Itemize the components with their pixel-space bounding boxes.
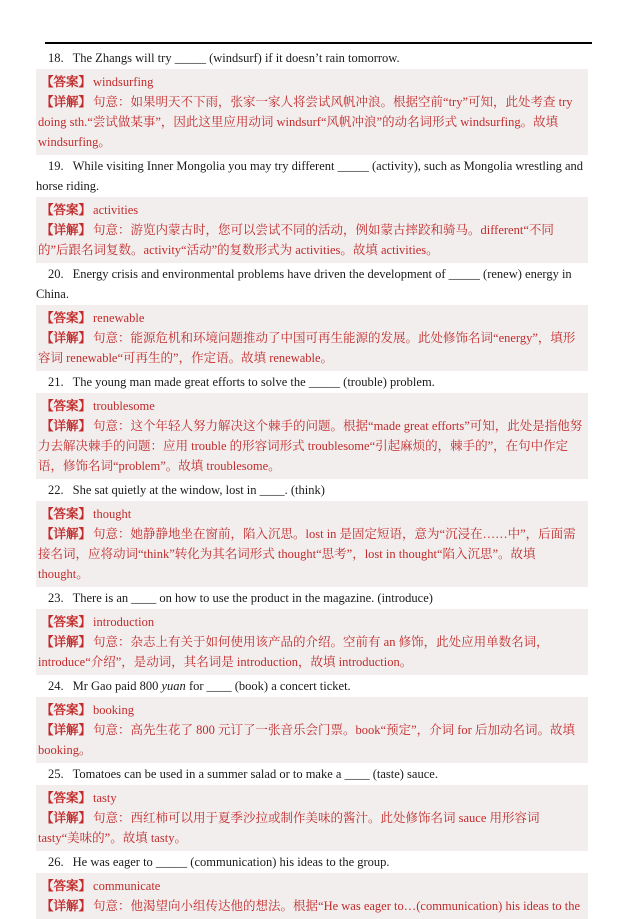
explanation-label: 【详解】 bbox=[41, 419, 92, 433]
question-text: Tomatoes can be used in a summer salad or to make a ____ (taste) sauce. bbox=[72, 767, 438, 781]
explanation-label: 【详解】 bbox=[41, 723, 92, 737]
explanation-text: 句意：能源危机和环境问题推动了中国可再生能源的发展。此处修饰名词“energy”，填形容词 renewable“可再生的”，作定语。故填 renewable。 bbox=[38, 331, 576, 365]
explanation-label: 【详解】 bbox=[41, 811, 92, 825]
answer-label: 【答案】 bbox=[41, 703, 92, 717]
explanation-label: 【详解】 bbox=[41, 635, 92, 649]
answer-label: 【答案】 bbox=[41, 791, 92, 805]
answer-explanation-block bbox=[36, 305, 588, 371]
answer-explanation-block bbox=[36, 393, 588, 479]
explanation-line bbox=[38, 896, 583, 916]
question-line bbox=[36, 264, 588, 304]
question-line bbox=[36, 480, 588, 500]
question-text: Energy crisis and environmental problems have driven the development of _____ (renew) energy in China. bbox=[36, 267, 572, 301]
question-text-post: for ____ (book) a concert ticket. bbox=[185, 679, 351, 693]
exercise-item-25 bbox=[36, 764, 588, 851]
exercise-item-18 bbox=[36, 48, 588, 155]
answer-label: 【答案】 bbox=[41, 399, 92, 413]
answer-label: 【答案】 bbox=[41, 311, 92, 325]
question-text: He was eager to _____ (communication) his ideas to the group. bbox=[72, 855, 390, 869]
answer-text: communicate bbox=[93, 879, 161, 893]
document-page bbox=[36, 42, 588, 919]
question-number: 25. bbox=[48, 767, 64, 781]
question-line bbox=[36, 764, 588, 784]
question-text: The Zhangs will try _____ (windsurf) if it doesn’t rain tomorrow. bbox=[72, 51, 400, 65]
explanation-text: 句意：这个年轻人努力解决这个棘手的问题。根据“made great efforts”可知，此处是指他努力去解决棘手的问题：应用 trouble 的形容词形式 troublesome“引起麻烦的，棘手的”，在句中作定语，修饰名词“problem”。故填 troublesome。 bbox=[38, 419, 583, 473]
explanation-line bbox=[38, 524, 583, 584]
question-number: 21. bbox=[48, 375, 64, 389]
question-line bbox=[36, 588, 588, 608]
question-number: 18. bbox=[48, 51, 64, 65]
question-number: 26. bbox=[48, 855, 64, 869]
explanation-line bbox=[38, 632, 583, 672]
question-line bbox=[36, 156, 588, 196]
question-text bbox=[73, 679, 351, 693]
answer-line bbox=[38, 308, 583, 328]
answer-explanation-block bbox=[36, 697, 588, 763]
explanation-line bbox=[38, 328, 583, 368]
question-text: While visiting Inner Mongolia you may try different _____ (activity), such as Mongolia wrestling and horse riding. bbox=[36, 159, 584, 193]
exercise-item-22 bbox=[36, 480, 588, 587]
answer-line bbox=[38, 876, 583, 896]
answer-line bbox=[38, 504, 583, 524]
question-line bbox=[36, 48, 588, 68]
question-number: 22. bbox=[48, 483, 64, 497]
explanation-text: 句意：高先生花了 800 元订了一张音乐会门票。book“预定”，介词 for 后加动名词。故填 booking。 bbox=[38, 723, 575, 757]
answer-label: 【答案】 bbox=[41, 75, 92, 89]
explanation-line bbox=[38, 720, 583, 760]
question-number: 19. bbox=[48, 159, 64, 173]
explanation-text: 句意：如果明天不下雨，张家一家人将尝试风帆冲浪。根据空前“try”可知，此处考查 try doing sth.“尝试做某事”，因此这里应用动词 windsurf“风帆冲浪”的动名词形式 windsurfing。故填 windsurfing。 bbox=[38, 95, 573, 149]
exercise-item-26 bbox=[36, 852, 588, 919]
question-text: There is an ____ on how to use the product in the magazine. (introduce) bbox=[72, 591, 433, 605]
question-line bbox=[36, 852, 588, 872]
answer-text: windsurfing bbox=[93, 75, 154, 89]
explanation-line bbox=[38, 92, 583, 152]
answer-explanation-block bbox=[36, 501, 588, 587]
question-number: 23. bbox=[48, 591, 64, 605]
answer-explanation-block bbox=[36, 785, 588, 851]
answer-label: 【答案】 bbox=[41, 615, 92, 629]
exercise-item-19 bbox=[36, 156, 588, 263]
answer-explanation-block bbox=[36, 609, 588, 675]
question-text-pre: Mr Gao paid 800 bbox=[72, 679, 162, 693]
answer-line bbox=[38, 396, 583, 416]
question-number: 20. bbox=[48, 267, 64, 281]
question-number: 24. bbox=[48, 679, 64, 693]
answer-text: troublesome bbox=[93, 399, 155, 413]
explanation-line bbox=[38, 808, 583, 848]
explanation-text: 句意：杂志上有关于如何使用该产品的介绍。空前有 an 修饰，此处应用单数名词，introduce“介绍”，是动词，其名词是 introduction，故填 introduction。 bbox=[38, 635, 549, 669]
explanation-text: 句意：西红柿可以用于夏季沙拉或制作美味的酱汁。此处修饰名词 sauce 用形容词 tasty“美味的”。故填 tasty。 bbox=[38, 811, 540, 845]
explanation-label: 【详解】 bbox=[41, 899, 92, 913]
answer-line bbox=[38, 700, 583, 720]
exercise-item-24 bbox=[36, 676, 588, 763]
answer-line bbox=[38, 612, 583, 632]
answer-text: booking bbox=[93, 703, 134, 717]
answer-line bbox=[38, 788, 583, 808]
answer-explanation-block bbox=[36, 69, 588, 155]
answer-text: renewable bbox=[93, 311, 145, 325]
answer-label: 【答案】 bbox=[41, 879, 92, 893]
question-text: She sat quietly at the window, lost in ____. (think) bbox=[72, 483, 325, 497]
explanation-label: 【详解】 bbox=[41, 527, 92, 541]
question-line bbox=[36, 676, 588, 696]
explanation-text: 句意：她静静地坐在窗前，陷入沉思。lost in 是固定短语，意为“沉浸在……中”，后面需接名词，应将动词“think”转化为其名词形式 thought“思考”，lost in thought“陷入沉思”。故填 thought。 bbox=[38, 527, 576, 581]
answer-text: tasty bbox=[93, 791, 117, 805]
explanation-label: 【详解】 bbox=[41, 331, 92, 345]
exercise-item-20 bbox=[36, 264, 588, 371]
answer-text: thought bbox=[93, 507, 132, 521]
answer-label: 【答案】 bbox=[41, 203, 92, 217]
explanation-text: 句意：游览内蒙古时，您可以尝试不同的活动，例如蒙古摔跤和骑马。different“不同的”后跟名词复数。activity“活动”的复数形式为 activities。故填 activities。 bbox=[38, 223, 554, 257]
exercise-item-21 bbox=[36, 372, 588, 479]
question-line bbox=[36, 372, 588, 392]
answer-line bbox=[38, 72, 583, 92]
explanation-text: 句意：他渴望向小组传达他的想法。根据“He was eager to…(communication) his ideas to the bbox=[93, 899, 581, 913]
question-text: The young man made great efforts to solve the _____ (trouble) problem. bbox=[72, 375, 435, 389]
answer-label: 【答案】 bbox=[41, 507, 92, 521]
explanation-label: 【详解】 bbox=[41, 95, 92, 109]
explanation-line bbox=[38, 220, 583, 260]
top-rule bbox=[45, 42, 592, 44]
exercise-item-23 bbox=[36, 588, 588, 675]
answer-line bbox=[38, 200, 583, 220]
question-italic-word: yuan bbox=[161, 679, 186, 693]
answer-explanation-block bbox=[36, 873, 588, 919]
answer-text: activities bbox=[93, 203, 139, 217]
explanation-line bbox=[38, 416, 583, 476]
answer-text: introduction bbox=[93, 615, 155, 629]
explanation-label: 【详解】 bbox=[41, 223, 92, 237]
answer-explanation-block bbox=[36, 197, 588, 263]
